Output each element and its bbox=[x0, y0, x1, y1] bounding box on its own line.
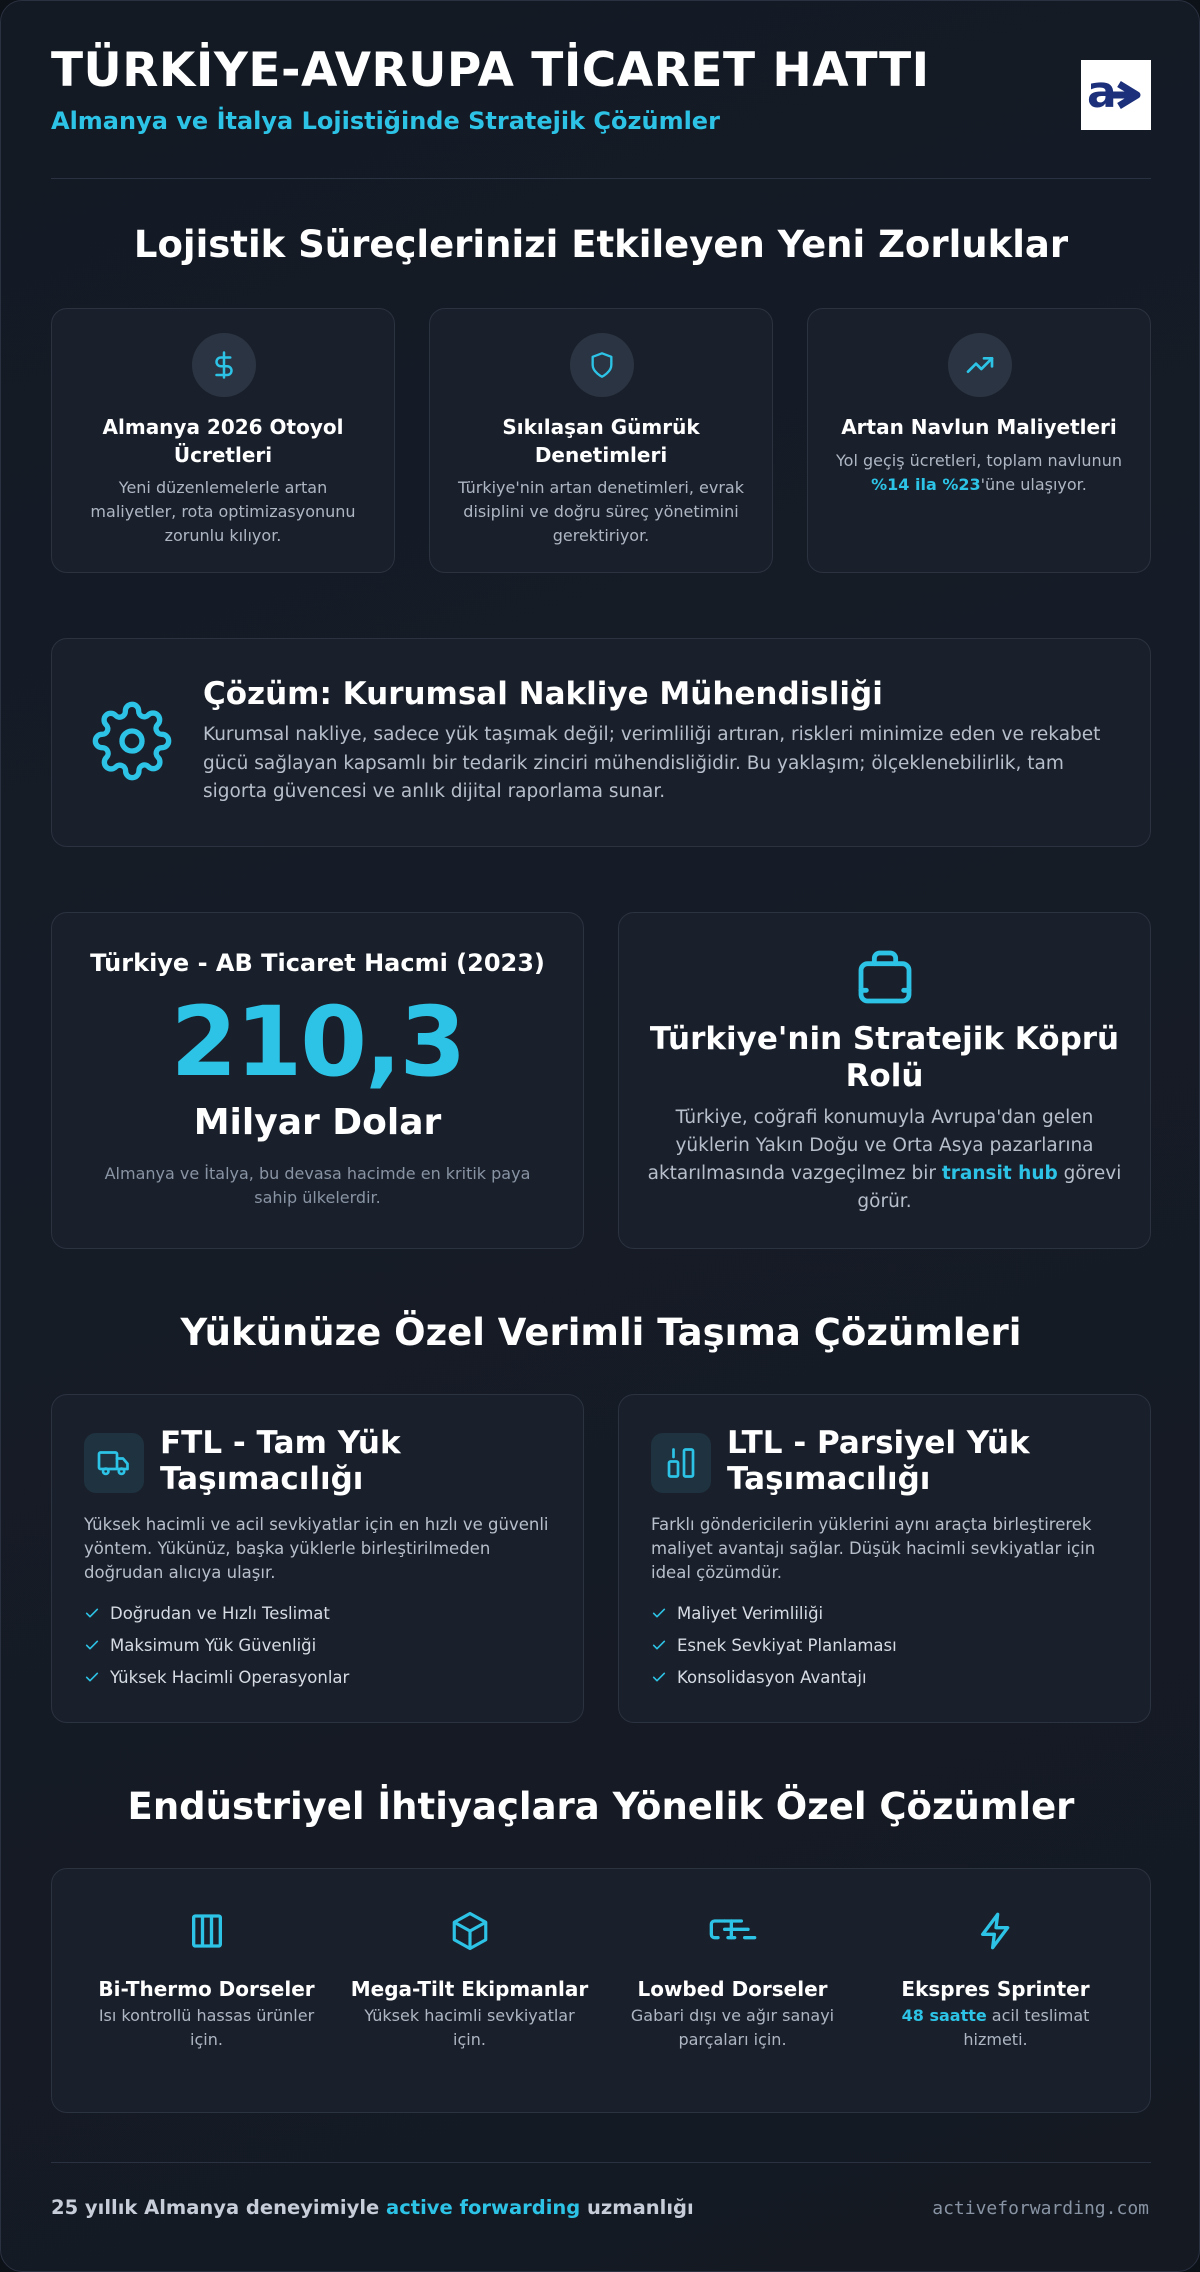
footer-divider bbox=[51, 2162, 1151, 2163]
challenge-title: Almanya 2026 Otoyol Ücretleri bbox=[102, 415, 344, 467]
bridge-desc: Türkiye, coğrafi konumuyla Avrupa'dan gelen yüklerin Yakın Doğu ve Orta Asya pazarlarına aktarılmasında vazgeçilmez bir transit hub görevi görür. bbox=[647, 1107, 1122, 1212]
challenge-desc: Yol geçiş ücretleri, toplam navlunun %14 ila %23'üne ulaşıyor. bbox=[836, 451, 1122, 494]
service-desc: Yüksek hacimli ve acil sevkiyatlar için en hızlı ve güvenli yöntem. Yükünüz, başka yüklerle birleştirilmeden doğrudan alıcıya ulaşır. bbox=[84, 1515, 549, 1582]
challenge-card-customs bbox=[429, 308, 773, 573]
delivery-time-highlight: 48 saatte bbox=[901, 2006, 987, 2025]
challenge-title: Artan Navlun Maliyetleri bbox=[841, 415, 1117, 439]
equipment-lowbed bbox=[610, 1906, 855, 2052]
equipment-bi-thermo bbox=[84, 1906, 329, 2052]
columns-icon bbox=[84, 1906, 329, 1956]
footer-tagline: 25 yıllık Almanya deneyimiyle active forwarding uzmanlığı bbox=[51, 2196, 694, 2219]
dollar-icon bbox=[192, 333, 256, 397]
shield-icon bbox=[570, 333, 634, 397]
box-icon bbox=[347, 1906, 592, 1956]
service-card-ltl bbox=[618, 1394, 1151, 1723]
equipment-desc: Yüksek hacimli sevkiyatlar için. bbox=[364, 2006, 575, 2049]
challenge-card-freight bbox=[807, 308, 1151, 573]
header-divider bbox=[51, 178, 1151, 179]
lightning-icon bbox=[873, 1906, 1118, 1956]
equipment-desc: Gabari dışı ve ağır sanayi parçaları için. bbox=[630, 2006, 835, 2049]
svg-text:a: a bbox=[1087, 67, 1117, 118]
stat-note: Almanya ve İtalya, bu devasa hacimde en kritik paya sahip ülkelerdir. bbox=[104, 1164, 531, 1207]
equipment-mega-tilt bbox=[347, 1906, 592, 2052]
briefcase-icon bbox=[853, 945, 917, 1013]
stat-unit: Milyar Dolar bbox=[193, 1102, 442, 1143]
list-item: Maksimum Yük Güvenliği bbox=[84, 1629, 349, 1661]
challenge-title: Sıkılaşan Gümrük Denetimleri bbox=[502, 415, 700, 467]
stat-label: Türkiye - AB Ticaret Hacmi (2023) bbox=[90, 949, 545, 977]
challenge-desc: Yeni düzenlemelerle artan maliyetler, rota optimizasyonunu zorunlu kılıyor. bbox=[90, 478, 356, 545]
check-icon bbox=[84, 1637, 110, 1653]
solution-desc: Kurumsal nakliye, sadece yük taşımak değil; verimliliği artıran, riskleri minimize eden ve rekabet gücü sağlayan kapsamlı bir tedarik zinciri mühendisliğidir. Bu yaklaşım; ölçeklenebilirlik, tam sigorta güvencesi ve anlık dijital raporlama sunar. bbox=[203, 724, 1101, 802]
equipment-express-sprinter bbox=[873, 1906, 1118, 2052]
challenge-card-tolls bbox=[51, 308, 395, 573]
list-item: Konsolidasyon Avantajı bbox=[651, 1661, 897, 1693]
list-item: Doğrudan ve Hızlı Teslimat bbox=[84, 1597, 349, 1629]
service-card-ftl bbox=[51, 1394, 584, 1723]
industrial-section-title: Endüstriyel İhtiyaçlara Yönelik Özel Çözümler bbox=[127, 1785, 1075, 1828]
stat-value: 210,3 bbox=[170, 986, 465, 1098]
service-desc: Farklı göndericilerin yüklerini aynı araçta birleştirerek maliyet avantajı sağlar. Düşük hacimli sevkiyatlar için ideal çözümdür. bbox=[651, 1515, 1096, 1582]
page-title: TÜRKİYE-AVRUPA TİCARET HATTI bbox=[51, 43, 930, 98]
check-icon bbox=[84, 1605, 110, 1621]
truck-icon bbox=[84, 1433, 144, 1493]
brand-name: active forwarding bbox=[386, 2196, 581, 2219]
freight-percentage: %14 ila %23 bbox=[871, 475, 981, 494]
equipment-desc: 48 saatte acil teslimat hizmeti. bbox=[901, 2006, 1090, 2049]
challenge-desc: Türkiye'nin artan denetimleri, evrak disiplini ve doğru süreç yönetimini gerektiriyor. bbox=[458, 478, 744, 545]
check-icon bbox=[651, 1605, 677, 1621]
list-item: Maliyet Verimliliği bbox=[651, 1597, 897, 1629]
trending-up-icon bbox=[948, 333, 1012, 397]
check-icon bbox=[651, 1637, 677, 1653]
active-forwarding-logo-icon bbox=[1081, 60, 1151, 130]
gear-icon bbox=[92, 701, 172, 785]
equipment-title: Bi-Thermo Dorseler bbox=[98, 1977, 315, 2001]
service-title: FTL - Tam Yük Taşımacılığı bbox=[160, 1425, 401, 1497]
equipment-desc: Isı kontrollü hassas ürünler için. bbox=[98, 2006, 315, 2049]
service-feature-list bbox=[651, 1597, 897, 1693]
page-subtitle: Almanya ve İtalya Lojistiğinde Stratejik Çözümler bbox=[51, 107, 720, 135]
check-icon bbox=[84, 1669, 110, 1685]
lowbed-trailer-icon bbox=[610, 1906, 855, 1956]
service-feature-list bbox=[84, 1597, 349, 1693]
footer-website: activeforwarding.com bbox=[932, 2198, 1149, 2219]
equipment-title: Lowbed Dorseler bbox=[637, 1977, 828, 2001]
services-section-title: Yükünüze Özel Verimli Taşıma Çözümleri bbox=[180, 1311, 1022, 1354]
bridge-title: Türkiye'nin Stratejik Köprü Rolü bbox=[649, 1021, 1120, 1094]
list-item: Esnek Sevkiyat Planlaması bbox=[651, 1629, 897, 1661]
equipment-title: Mega-Tilt Ekipmanlar bbox=[350, 1977, 589, 2001]
challenges-section-title: Lojistik Süreçlerinizi Etkileyen Yeni Zorluklar bbox=[133, 223, 1069, 266]
transit-hub-highlight: transit hub bbox=[941, 1163, 1058, 1184]
service-title: LTL - Parsiyel Yük Taşımacılığı bbox=[727, 1425, 1030, 1497]
list-item: Yüksek Hacimli Operasyonlar bbox=[84, 1661, 349, 1693]
solution-title: Çözüm: Kurumsal Nakliye Mühendisliği bbox=[203, 676, 883, 712]
check-icon bbox=[651, 1669, 677, 1685]
ltl-boxes-icon bbox=[651, 1433, 711, 1493]
equipment-title: Ekspres Sprinter bbox=[901, 1977, 1090, 2001]
